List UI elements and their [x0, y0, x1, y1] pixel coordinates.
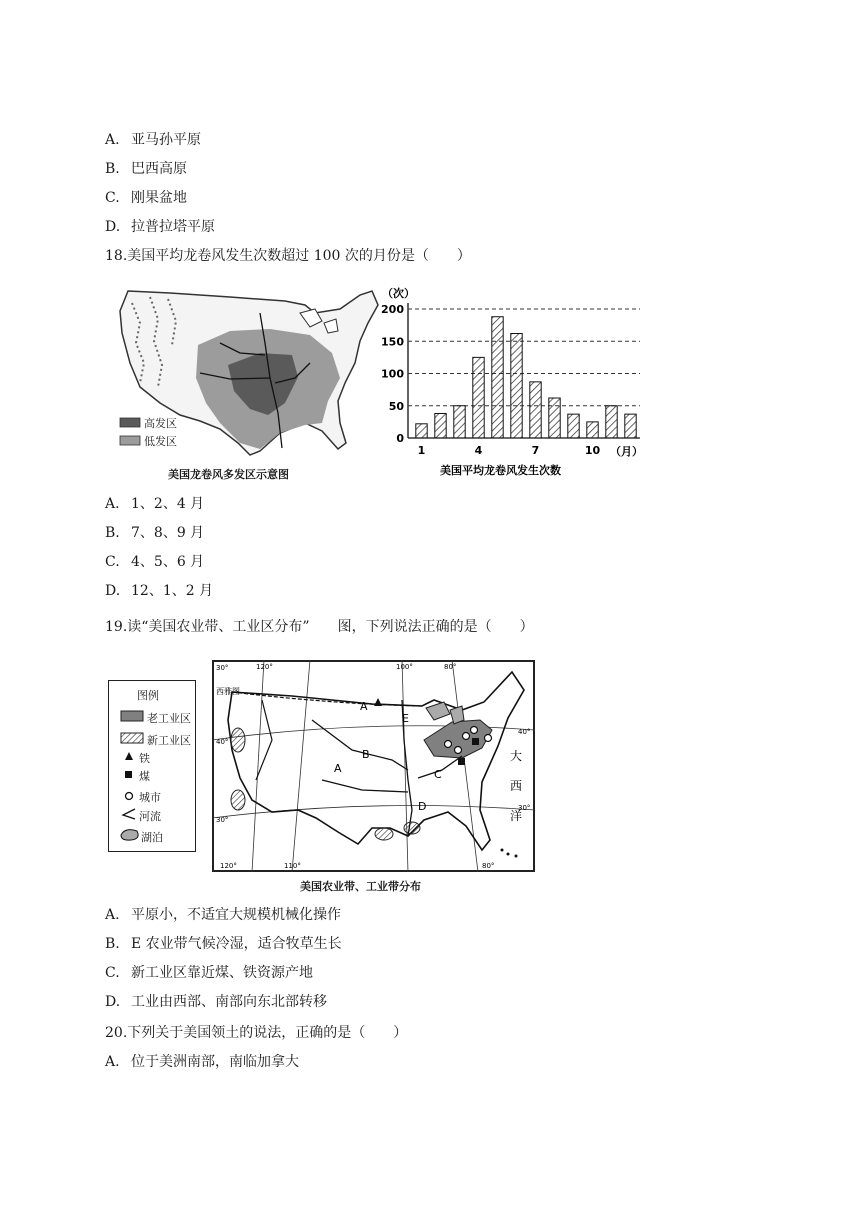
label-b: B	[362, 748, 370, 761]
q19-option-c: C. 新工业区靠近煤、铁资源产地	[105, 965, 313, 981]
us-agri-industry-map	[212, 660, 535, 893]
chart-bar-11	[606, 406, 617, 438]
new-industry-swatch	[121, 733, 143, 743]
lake-icon	[121, 830, 138, 840]
label-a-south: A	[334, 762, 342, 775]
lat-30-right: 30°	[518, 804, 531, 812]
lat-40-right: 40°	[518, 728, 531, 736]
q18-stem: 18.美国平均龙卷风发生次数超过 100 次的月份是（ ）	[105, 248, 471, 264]
chart-bar-5	[492, 317, 503, 438]
chart-title: 美国平均龙卷风发生次数	[440, 464, 561, 477]
legend-symbols	[109, 681, 195, 851]
iron-icon	[125, 752, 133, 760]
label-c: C	[434, 768, 442, 781]
new-industry-southwest	[231, 790, 245, 810]
tornado-bar-chart	[378, 283, 648, 483]
label-ocean-1: 大	[510, 749, 523, 763]
city-icon	[126, 793, 133, 800]
chart-bar-7	[530, 382, 541, 438]
chart-bar-1	[416, 424, 427, 438]
tornado-map	[110, 283, 385, 483]
q17-option-a: A. 亚马孙平原	[105, 132, 201, 148]
legend-lake: 湖泊	[141, 831, 163, 844]
q19-legend	[108, 680, 196, 852]
old-industry-swatch	[121, 711, 143, 721]
lat-30-left: 30°	[216, 816, 229, 824]
q19-option-d: D. 工业由西部、南部向东北部转移	[105, 994, 327, 1010]
legend-city: 城市	[139, 791, 161, 804]
legend-old-industry: 老工业区	[147, 712, 191, 725]
lon-top-80: 80°	[444, 663, 457, 671]
chart-bar-8	[549, 398, 560, 438]
coal-marker-1	[472, 738, 479, 745]
q18-option-c: C. 4、5、6 月	[105, 554, 205, 570]
q19-option-a: A. 平原小，不适宜大规模机械化操作	[105, 907, 341, 923]
legend-low-label: 低发区	[144, 435, 177, 448]
label-d: D	[418, 800, 427, 813]
chart-bar-4	[473, 357, 484, 438]
new-industry-west	[231, 728, 245, 752]
us-map-svg	[212, 660, 535, 872]
q17-option-b: B. 巴西高原	[105, 161, 187, 177]
q18-option-b: B. 7、8、9 月	[105, 525, 205, 541]
q17-option-c: C. 刚果盆地	[105, 190, 187, 206]
chart-xtick-label: 4	[474, 444, 483, 457]
chart-bar-3	[454, 406, 465, 438]
q19-stem: 19.读“美国农业带、工业区分布” 图，下列说法正确的是（ ）	[105, 619, 534, 635]
q19-option-b: B. E 农业带气候冷湿，适合牧草生长	[105, 936, 342, 952]
chart-xtick-label: 10	[584, 444, 601, 457]
q18-option-a: A. 1、2、4 月	[105, 496, 205, 512]
tornado-chart-svg	[378, 283, 648, 483]
q20-stem: 20.下列关于美国领土的说法，正确的是（ ）	[105, 1025, 408, 1041]
legend-high-swatch	[120, 418, 140, 427]
label-seattle: 西雅图	[216, 687, 240, 696]
coal-icon	[125, 771, 132, 778]
chart-ytick-label: 100	[381, 367, 404, 381]
chart-bar-9	[568, 414, 579, 438]
lat-top-left: 30°	[216, 664, 229, 672]
legend-title: 图例	[137, 689, 159, 702]
legend-iron: 铁	[139, 752, 150, 765]
lat-40-left: 40°	[216, 738, 229, 746]
label-a-north: A	[360, 700, 368, 713]
chart-ytick-label: 200	[381, 303, 404, 316]
label-e: E	[402, 712, 409, 725]
new-industry-gulf1	[375, 828, 393, 840]
chart-ylabel: （次）	[382, 287, 415, 300]
us-map-caption: 美国农业带、工业带分布	[300, 880, 421, 893]
lon-bottom-120: 120°	[220, 862, 237, 870]
chart-xlabel: （月）	[610, 445, 643, 458]
tornado-map-caption: 美国龙卷风多发区示意图	[168, 468, 289, 481]
chart-ytick-label: 0	[396, 432, 404, 445]
q20-option-a: A. 位于美洲南部，南临加拿大	[105, 1054, 299, 1070]
river-icon	[123, 809, 135, 819]
legend-river: 河流	[139, 810, 161, 823]
legend-coal: 煤	[139, 770, 150, 783]
chart-xtick-label: 1	[417, 444, 426, 457]
q18-option-d: D. 12、1、2 月	[105, 583, 214, 599]
lon-top-120: 120°	[256, 663, 273, 671]
legend-new-industry: 新工业区	[147, 734, 191, 747]
chart-ytick-label: 50	[388, 399, 404, 413]
legend-low-swatch	[120, 436, 140, 445]
chart-bar-10	[587, 422, 598, 438]
chart-ytick-label: 150	[381, 335, 404, 349]
label-ocean-2: 西	[510, 779, 523, 793]
lon-bottom-80: 80°	[482, 862, 495, 870]
lon-bottom-110: 110°	[284, 862, 301, 870]
legend-high-label: 高发区	[144, 417, 177, 430]
label-ocean-3: 洋	[510, 809, 523, 823]
new-industry-gulf2	[404, 822, 420, 834]
chart-xtick-label: 7	[531, 444, 540, 457]
coal-marker-2	[458, 758, 465, 765]
tornado-map-svg	[110, 283, 385, 483]
chart-bar-2	[435, 413, 446, 438]
chart-bar-12	[625, 414, 636, 438]
chart-bar-6	[511, 334, 522, 438]
q17-option-d: D. 拉普拉塔平原	[105, 219, 215, 235]
lon-top-100: 100°	[396, 663, 413, 671]
